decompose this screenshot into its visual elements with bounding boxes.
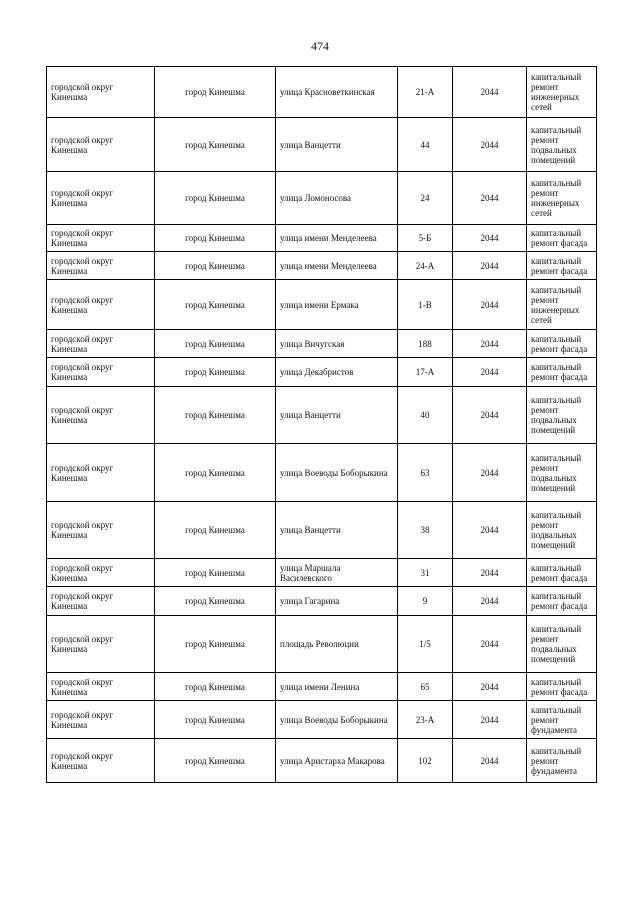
table-row xyxy=(47,587,597,616)
locality-cell: город Кинешма xyxy=(155,280,276,330)
street-cell: улица Маршала Василевского xyxy=(276,559,398,587)
table-row xyxy=(47,225,597,252)
registry-table xyxy=(46,66,597,783)
municipality-cell: городской округ Кинешма xyxy=(47,739,155,783)
table-row xyxy=(47,358,597,387)
table-row xyxy=(47,387,597,444)
year-cell: 2044 xyxy=(453,739,527,783)
locality-cell: город Кинешма xyxy=(155,330,276,358)
table-row xyxy=(47,118,597,172)
street-cell: улица Аристарха Макарова xyxy=(276,739,398,783)
table-row xyxy=(47,502,597,559)
year-cell: 2044 xyxy=(453,701,527,739)
year-cell: 2044 xyxy=(453,673,527,701)
house-number-cell: 5-Б xyxy=(398,225,453,252)
work-type-cell: капитальный ремонт инженерных сетей xyxy=(527,172,597,225)
street-cell: улица Вичугская xyxy=(276,330,398,358)
municipality-cell: городской округ Кинешма xyxy=(47,673,155,701)
house-number-cell: 1-В xyxy=(398,280,453,330)
work-type-cell: капитальный ремонт фундамента xyxy=(527,701,597,739)
street-cell: улица Воеводы Боборыкина xyxy=(276,701,398,739)
house-number-cell: 188 xyxy=(398,330,453,358)
year-cell: 2044 xyxy=(453,67,527,118)
work-type-cell: капитальный ремонт подвальных помещений xyxy=(527,444,597,502)
municipality-cell: городской округ Кинешма xyxy=(47,67,155,118)
year-cell: 2044 xyxy=(453,387,527,444)
year-cell: 2044 xyxy=(453,172,527,225)
table-row xyxy=(47,673,597,701)
year-cell: 2044 xyxy=(453,502,527,559)
municipality-cell: городской округ Кинешма xyxy=(47,387,155,444)
house-number-cell: 17-А xyxy=(398,358,453,387)
street-cell: улица имени Ермака xyxy=(276,280,398,330)
municipality-cell: городской округ Кинешма xyxy=(47,587,155,616)
street-cell: улица Декабристов xyxy=(276,358,398,387)
house-number-cell: 65 xyxy=(398,673,453,701)
year-cell: 2044 xyxy=(453,587,527,616)
year-cell: 2044 xyxy=(453,280,527,330)
work-type-cell: капитальный ремонт инженерных сетей xyxy=(527,280,597,330)
house-number-cell: 9 xyxy=(398,587,453,616)
municipality-cell: городской округ Кинешма xyxy=(47,252,155,280)
work-type-cell: капитальный ремонт подвальных помещений xyxy=(527,118,597,172)
street-cell: улица Ломоносова xyxy=(276,172,398,225)
locality-cell: город Кинешма xyxy=(155,358,276,387)
year-cell: 2044 xyxy=(453,330,527,358)
house-number-cell: 23-А xyxy=(398,701,453,739)
work-type-cell: капитальный ремонт подвальных помещений xyxy=(527,616,597,673)
house-number-cell: 63 xyxy=(398,444,453,502)
municipality-cell: городской округ Кинешма xyxy=(47,172,155,225)
municipality-cell: городской округ Кинешма xyxy=(47,225,155,252)
table-row xyxy=(47,616,597,673)
page-number: 474 xyxy=(311,39,329,53)
work-type-cell: капитальный ремонт фасада xyxy=(527,330,597,358)
locality-cell: город Кинешма xyxy=(155,387,276,444)
table-row xyxy=(47,559,597,587)
municipality-cell: городской округ Кинешма xyxy=(47,280,155,330)
table-row xyxy=(47,67,597,118)
locality-cell: город Кинешма xyxy=(155,587,276,616)
locality-cell: город Кинешма xyxy=(155,739,276,783)
work-type-cell: капитальный ремонт фасада xyxy=(527,673,597,701)
locality-cell: город Кинешма xyxy=(155,502,276,559)
work-type-cell: капитальный ремонт фасада xyxy=(527,559,597,587)
work-type-cell: капитальный ремонт подвальных помещений xyxy=(527,502,597,559)
street-cell: площадь Революции xyxy=(276,616,398,673)
year-cell: 2044 xyxy=(453,444,527,502)
work-type-cell: капитальный ремонт фасада xyxy=(527,587,597,616)
table-row xyxy=(47,739,597,783)
municipality-cell: городской округ Кинешма xyxy=(47,701,155,739)
street-cell: улица Ванцетти xyxy=(276,387,398,444)
street-cell: улица имени Менделеева xyxy=(276,225,398,252)
municipality-cell: городской округ Кинешма xyxy=(47,616,155,673)
house-number-cell: 24-А xyxy=(398,252,453,280)
house-number-cell: 21-А xyxy=(398,67,453,118)
house-number-cell: 1/5 xyxy=(398,616,453,673)
work-type-cell: капитальный ремонт фасада xyxy=(527,252,597,280)
house-number-cell: 102 xyxy=(398,739,453,783)
year-cell: 2044 xyxy=(453,358,527,387)
house-number-cell: 44 xyxy=(398,118,453,172)
house-number-cell: 31 xyxy=(398,559,453,587)
municipality-cell: городской округ Кинешма xyxy=(47,118,155,172)
locality-cell: город Кинешма xyxy=(155,172,276,225)
locality-cell: город Кинешма xyxy=(155,616,276,673)
work-type-cell: капитальный ремонт фасада xyxy=(527,358,597,387)
year-cell: 2044 xyxy=(453,616,527,673)
street-cell: улица Воеводы Боборыкина xyxy=(276,444,398,502)
locality-cell: город Кинешма xyxy=(155,559,276,587)
work-type-cell: капитальный ремонт фундамента xyxy=(527,739,597,783)
table-row xyxy=(47,701,597,739)
work-type-cell: капитальный ремонт фасада xyxy=(527,225,597,252)
locality-cell: город Кинешма xyxy=(155,701,276,739)
locality-cell: город Кинешма xyxy=(155,118,276,172)
locality-cell: город Кинешма xyxy=(155,444,276,502)
street-cell: улица Гагарина xyxy=(276,587,398,616)
locality-cell: город Кинешма xyxy=(155,225,276,252)
table-row xyxy=(47,252,597,280)
locality-cell: город Кинешма xyxy=(155,67,276,118)
street-cell: улица Красноветкинская xyxy=(276,67,398,118)
locality-cell: город Кинешма xyxy=(155,252,276,280)
street-cell: улица Ванцетти xyxy=(276,502,398,559)
house-number-cell: 40 xyxy=(398,387,453,444)
table-body xyxy=(47,67,597,783)
municipality-cell: городской округ Кинешма xyxy=(47,330,155,358)
street-cell: улица Ванцетти xyxy=(276,118,398,172)
municipality-cell: городской округ Кинешма xyxy=(47,358,155,387)
house-number-cell: 38 xyxy=(398,502,453,559)
year-cell: 2044 xyxy=(453,118,527,172)
work-type-cell: капитальный ремонт инженерных сетей xyxy=(527,67,597,118)
year-cell: 2044 xyxy=(453,225,527,252)
year-cell: 2044 xyxy=(453,559,527,587)
street-cell: улица имени Ленина xyxy=(276,673,398,701)
year-cell: 2044 xyxy=(453,252,527,280)
work-type-cell: капитальный ремонт подвальных помещений xyxy=(527,387,597,444)
table-row xyxy=(47,330,597,358)
house-number-cell: 24 xyxy=(398,172,453,225)
table-row xyxy=(47,172,597,225)
locality-cell: город Кинешма xyxy=(155,673,276,701)
table-row xyxy=(47,280,597,330)
table-row xyxy=(47,444,597,502)
municipality-cell: городской округ Кинешма xyxy=(47,502,155,559)
municipality-cell: городской округ Кинешма xyxy=(47,444,155,502)
municipality-cell: городской округ Кинешма xyxy=(47,559,155,587)
street-cell: улица имени Менделеева xyxy=(276,252,398,280)
